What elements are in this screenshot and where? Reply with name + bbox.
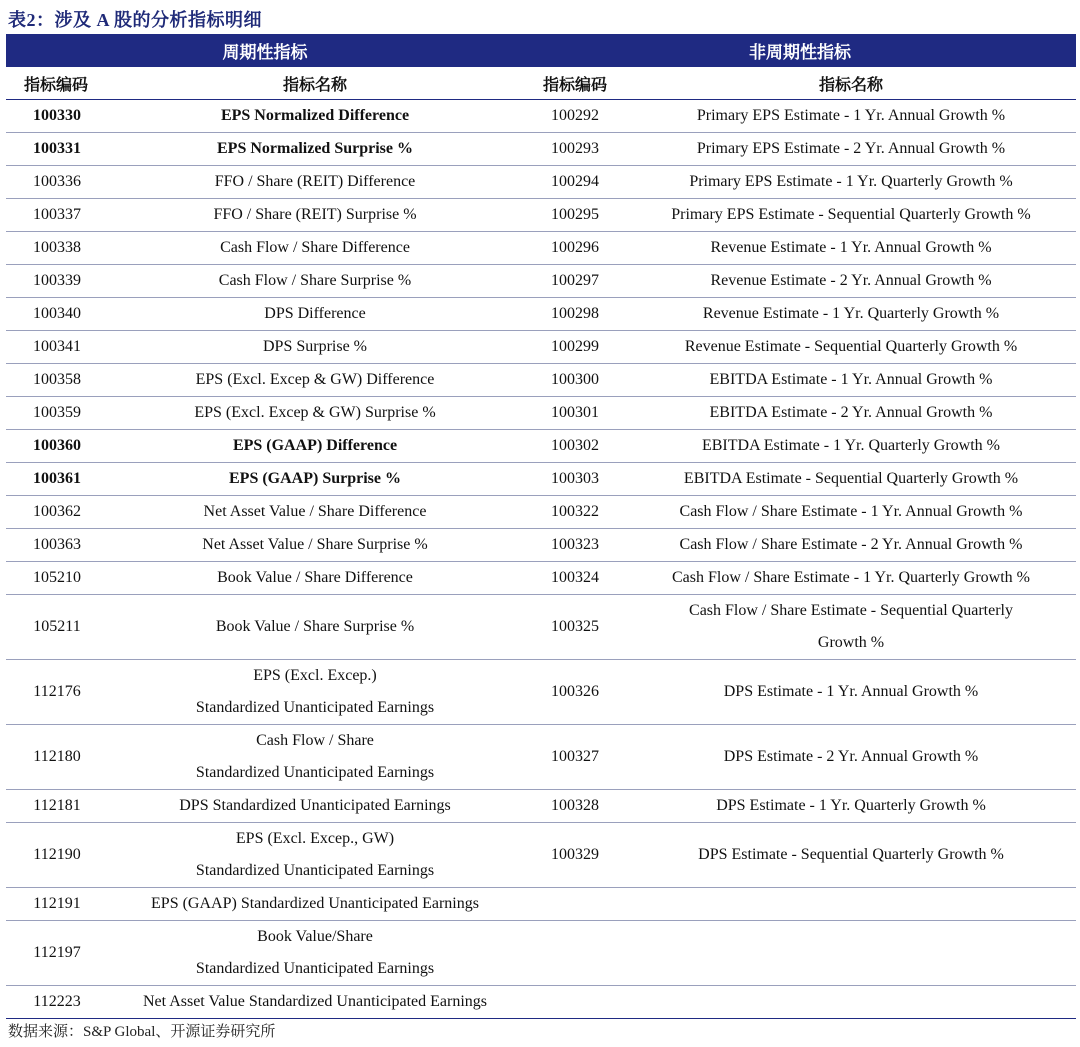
name-line: Net Asset Value / Share Surprise % <box>202 536 428 553</box>
noncyclical-name-cell <box>626 496 1076 529</box>
cyclical-name-cell <box>106 364 524 397</box>
table-row <box>6 986 1076 1019</box>
column-header-row <box>6 67 1076 100</box>
name-line: EPS (Excl. Excep., GW) <box>235 830 395 847</box>
table-row <box>6 100 1076 133</box>
cyclical-name-cell <box>106 725 524 790</box>
table-row <box>6 166 1076 199</box>
cyclical-code-cell: 100359 <box>6 397 106 430</box>
name-line: DPS Estimate - 1 Yr. Annual Growth % <box>723 683 979 700</box>
name-line: EPS Normalized Surprise % <box>217 140 413 157</box>
noncyclical-code-cell: 100329 <box>524 823 626 888</box>
cyclical-code-cell: 100331 <box>6 133 106 166</box>
noncyclical-code-cell: 100326 <box>524 660 626 725</box>
name-line: EBITDA Estimate - 1 Yr. Annual Growth % <box>709 371 993 388</box>
name-line: Cash Flow / Share Estimate - Sequential Quarterly <box>689 602 1013 619</box>
name-line: EPS (Excl. Excep & GW) Difference <box>195 371 435 388</box>
noncyclical-name-cell <box>626 199 1076 232</box>
name-line: DPS Estimate - Sequential Quarterly Growth % <box>698 846 1004 863</box>
cyclical-code-cell: 112197 <box>6 921 106 986</box>
noncyclical-name-cell <box>626 823 1076 888</box>
table-row <box>6 199 1076 232</box>
cyclical-code-cell: 112176 <box>6 660 106 725</box>
noncyclical-name-cell <box>626 364 1076 397</box>
name-line: FFO / Share (REIT) Difference <box>214 173 416 190</box>
name-line: Standardized Unanticipated Earnings <box>195 960 435 977</box>
name-line: Book Value/Share <box>257 928 373 945</box>
name-line: Growth % <box>817 634 885 651</box>
cyclical-name-cell <box>106 562 524 595</box>
noncyclical-code-cell: 100327 <box>524 725 626 790</box>
cyclical-name-cell <box>106 921 524 986</box>
noncyclical-code-cell: 100294 <box>524 166 626 199</box>
cyclical-code-cell: 100363 <box>6 529 106 562</box>
noncyclical-name-cell <box>626 166 1076 199</box>
cyclical-name-cell <box>106 133 524 166</box>
noncyclical-code-cell: 100292 <box>524 100 626 133</box>
noncyclical-code-cell: 100300 <box>524 364 626 397</box>
noncyclical-code-cell: 100296 <box>524 232 626 265</box>
group-header-row <box>6 34 1076 67</box>
name-line: Cash Flow / Share Estimate - 1 Yr. Quarterly Growth % <box>671 569 1030 586</box>
cyclical-code-cell: 100339 <box>6 265 106 298</box>
table-body <box>6 100 1076 1019</box>
cyclical-name-cell <box>106 397 524 430</box>
cyclical-name-cell <box>106 660 524 725</box>
table-row <box>6 463 1076 496</box>
table-row <box>6 725 1076 790</box>
noncyclical-name-cell <box>626 921 1076 986</box>
name-line: Standardized Unanticipated Earnings <box>195 862 435 879</box>
noncyclical-name-cell <box>626 463 1076 496</box>
cyclical-code-cell: 100338 <box>6 232 106 265</box>
cyclical-code-cell: 105210 <box>6 562 106 595</box>
table-row <box>6 133 1076 166</box>
noncyclical-code-cell: 100297 <box>524 265 626 298</box>
cyclical-code-cell: 105211 <box>6 595 106 660</box>
cyclical-code-cell: 100337 <box>6 199 106 232</box>
cyclical-code-cell: 100330 <box>6 100 106 133</box>
table-row <box>6 790 1076 823</box>
cyclical-code-cell: 112181 <box>6 790 106 823</box>
name-line: Net Asset Value / Share Difference <box>203 503 427 520</box>
name-line: Net Asset Value Standardized Unanticipated Earnings <box>142 993 488 1010</box>
table-row <box>6 660 1076 725</box>
name-line: Standardized Unanticipated Earnings <box>195 764 435 781</box>
noncyclical-name-cell <box>626 986 1076 1019</box>
noncyclical-name-cell <box>626 232 1076 265</box>
noncyclical-name-cell <box>626 562 1076 595</box>
noncyclical-name-cell <box>626 397 1076 430</box>
cyclical-code-cell: 112191 <box>6 888 106 921</box>
right-name-header: 指标名称 <box>626 67 1076 100</box>
noncyclical-code-cell: 100328 <box>524 790 626 823</box>
cyclical-name-cell <box>106 823 524 888</box>
noncyclical-name-cell <box>626 790 1076 823</box>
name-line: DPS Estimate - 1 Yr. Quarterly Growth % <box>716 797 986 814</box>
noncyclical-code-cell <box>524 986 626 1019</box>
name-line: Primary EPS Estimate - Sequential Quarterly Growth % <box>671 206 1031 223</box>
noncyclical-code-cell: 100299 <box>524 331 626 364</box>
noncyclical-name-cell <box>626 100 1076 133</box>
table-row <box>6 331 1076 364</box>
cyclical-code-cell: 112180 <box>6 725 106 790</box>
noncyclical-code-cell: 100322 <box>524 496 626 529</box>
name-line: Cash Flow / Share Estimate - 1 Yr. Annual Growth % <box>679 503 1023 520</box>
name-line: EBITDA Estimate - 2 Yr. Annual Growth % <box>709 404 993 421</box>
name-line: EPS (Excl. Excep.) <box>253 667 377 684</box>
table-row <box>6 496 1076 529</box>
table-row <box>6 232 1076 265</box>
name-line: EPS (GAAP) Difference <box>232 437 398 454</box>
table-row <box>6 430 1076 463</box>
name-line: Cash Flow / Share Estimate - 2 Yr. Annual Growth % <box>679 536 1023 553</box>
cyclical-name-cell <box>106 529 524 562</box>
table-row <box>6 529 1076 562</box>
cyclical-name-cell <box>106 166 524 199</box>
cyclical-code-cell: 112190 <box>6 823 106 888</box>
name-line: Revenue Estimate - 1 Yr. Annual Growth % <box>710 239 992 256</box>
name-line: Cash Flow / Share Surprise % <box>218 272 412 289</box>
name-line: Book Value / Share Difference <box>217 569 413 586</box>
noncyclical-name-cell <box>626 660 1076 725</box>
noncyclical-code-cell: 100293 <box>524 133 626 166</box>
name-line: EPS (Excl. Excep & GW) Surprise % <box>194 404 436 421</box>
name-line: Primary EPS Estimate - 2 Yr. Annual Growth % <box>696 140 1006 157</box>
left-name-header: 指标名称 <box>106 67 524 100</box>
noncyclical-code-cell: 100302 <box>524 430 626 463</box>
name-line: Revenue Estimate - Sequential Quarterly Growth % <box>684 338 1018 355</box>
name-line: DPS Difference <box>264 305 366 322</box>
name-line: DPS Surprise % <box>262 338 367 355</box>
noncyclical-name-cell <box>626 298 1076 331</box>
cyclical-name-cell <box>106 496 524 529</box>
table-row <box>6 298 1076 331</box>
name-line: FFO / Share (REIT) Surprise % <box>213 206 417 223</box>
data-source-note: 数据来源：S&P Global、开源证券研究所 <box>8 1024 276 1040</box>
table-row <box>6 265 1076 298</box>
cyclical-name-cell <box>106 232 524 265</box>
noncyclical-name-cell <box>626 265 1076 298</box>
noncyclical-code-cell: 100301 <box>524 397 626 430</box>
noncyclical-code-cell: 100323 <box>524 529 626 562</box>
cyclical-code-cell: 112223 <box>6 986 106 1019</box>
table-row <box>6 888 1076 921</box>
table-row <box>6 921 1076 986</box>
noncyclical-name-cell <box>626 529 1076 562</box>
noncyclical-code-cell: 100324 <box>524 562 626 595</box>
cyclical-name-cell <box>106 986 524 1019</box>
cyclical-code-cell: 100336 <box>6 166 106 199</box>
table-row <box>6 823 1076 888</box>
left-code-header: 指标编码 <box>6 67 106 100</box>
cyclical-name-cell <box>106 199 524 232</box>
table-row <box>6 397 1076 430</box>
cyclical-name-cell <box>106 100 524 133</box>
cyclical-code-cell: 100358 <box>6 364 106 397</box>
noncyclical-code-cell <box>524 921 626 986</box>
name-line: DPS Standardized Unanticipated Earnings <box>179 797 451 814</box>
name-line: EBITDA Estimate - Sequential Quarterly Growth % <box>683 470 1019 487</box>
table-row <box>6 595 1076 660</box>
noncyclical-name-cell <box>626 331 1076 364</box>
cyclical-name-cell <box>106 265 524 298</box>
name-line: EBITDA Estimate - 1 Yr. Quarterly Growth % <box>701 437 1000 454</box>
name-line: Primary EPS Estimate - 1 Yr. Annual Growth % <box>696 107 1006 124</box>
cyclical-name-cell <box>106 790 524 823</box>
cyclical-name-cell <box>106 331 524 364</box>
cyclical-code-cell: 100362 <box>6 496 106 529</box>
noncyclical-code-cell: 100295 <box>524 199 626 232</box>
noncyclical-name-cell <box>626 133 1076 166</box>
noncyclical-code-cell: 100298 <box>524 298 626 331</box>
table-row <box>6 364 1076 397</box>
name-line: Primary EPS Estimate - 1 Yr. Quarterly Growth % <box>689 173 1013 190</box>
noncyclical-name-cell <box>626 725 1076 790</box>
right-code-header: 指标编码 <box>524 67 626 100</box>
cyclical-code-cell: 100341 <box>6 331 106 364</box>
noncyclical-name-cell <box>626 595 1076 660</box>
name-line: Book Value / Share Surprise % <box>215 618 415 635</box>
cyclical-code-cell: 100360 <box>6 430 106 463</box>
noncyclical-group-header: 非周期性指标 <box>524 34 1076 67</box>
name-line: DPS Estimate - 2 Yr. Annual Growth % <box>723 748 979 765</box>
name-line: Cash Flow / Share Difference <box>220 239 410 256</box>
name-line: EPS (GAAP) Surprise % <box>229 470 401 487</box>
cyclical-name-cell <box>106 888 524 921</box>
cyclical-name-cell <box>106 463 524 496</box>
noncyclical-name-cell <box>626 430 1076 463</box>
cyclical-name-cell <box>106 298 524 331</box>
name-line: Cash Flow / Share <box>256 732 374 749</box>
cyclical-name-cell <box>106 430 524 463</box>
table-row <box>6 562 1076 595</box>
indicator-table <box>6 34 1076 1019</box>
name-line: Revenue Estimate - 2 Yr. Annual Growth % <box>710 272 992 289</box>
name-line: EPS (GAAP) Standardized Unanticipated Earnings <box>151 895 479 912</box>
name-line: EPS Normalized Difference <box>220 107 410 124</box>
noncyclical-name-cell <box>626 888 1076 921</box>
noncyclical-code-cell <box>524 888 626 921</box>
cyclical-code-cell: 100361 <box>6 463 106 496</box>
cyclical-code-cell: 100340 <box>6 298 106 331</box>
noncyclical-code-cell: 100325 <box>524 595 626 660</box>
name-line: Revenue Estimate - 1 Yr. Quarterly Growth % <box>702 305 1000 322</box>
name-line: Standardized Unanticipated Earnings <box>195 699 435 716</box>
cyclical-name-cell <box>106 595 524 660</box>
table-caption: 表2：涉及 A 股的分析指标明细 <box>8 10 263 30</box>
noncyclical-code-cell: 100303 <box>524 463 626 496</box>
cyclical-group-header: 周期性指标 <box>6 34 524 67</box>
